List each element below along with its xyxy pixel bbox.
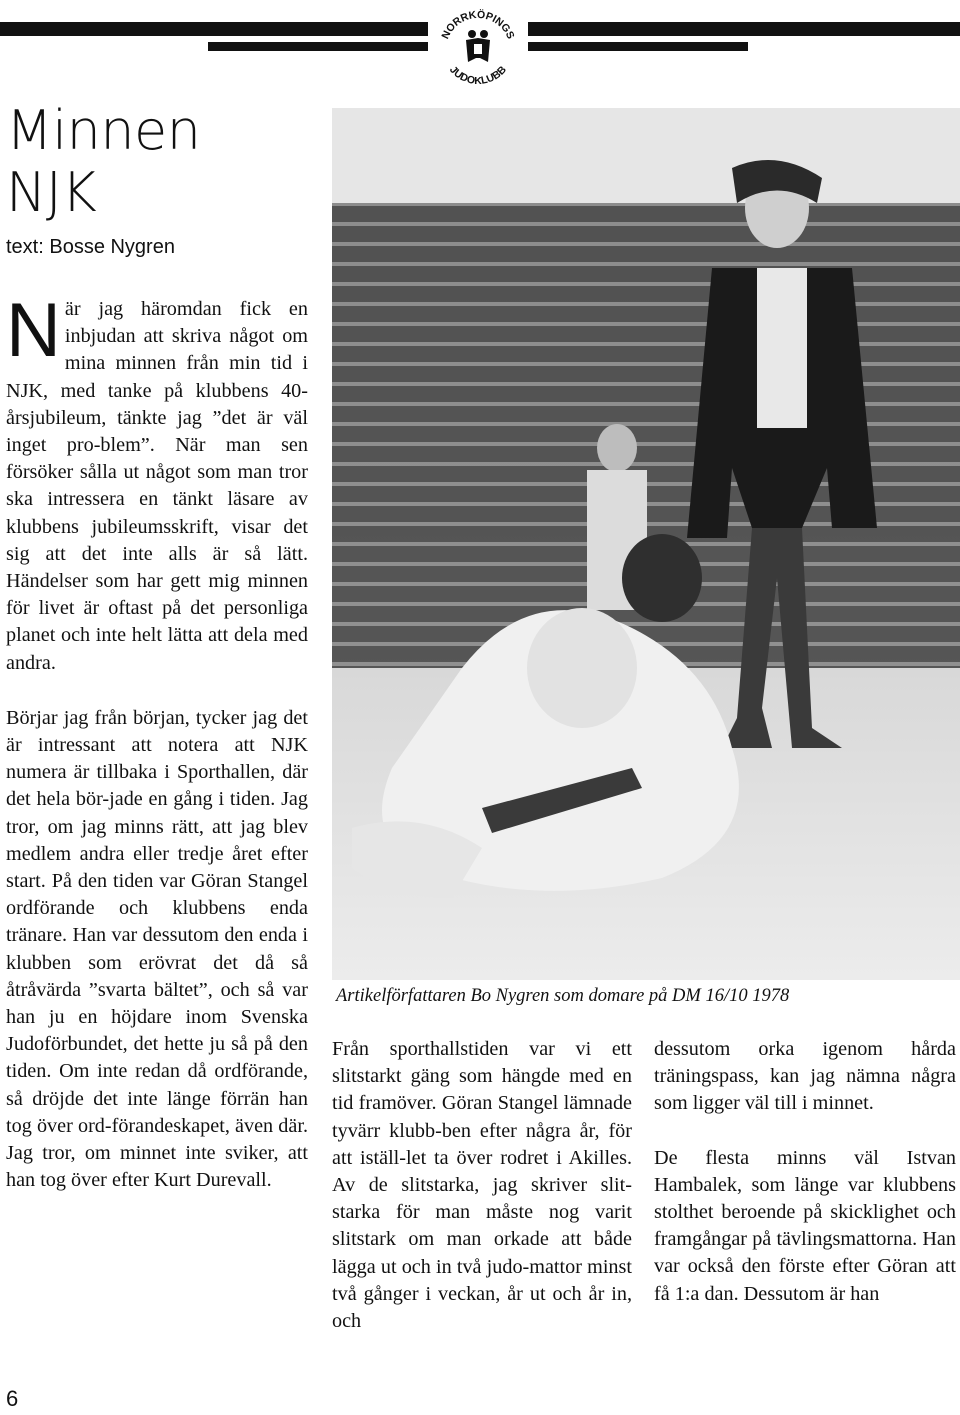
header-rule-right-top	[528, 22, 960, 36]
paragraph-hambalek: De flesta minns väl Istvan Hambalek, som länge var klubbens stolthet beroende på skicklighet och framgångar på tävlingsmattorna. Han var också den förste efter Göran att få 1:a dan. Dessutom är han	[654, 1146, 956, 1305]
judo-figures-icon	[466, 30, 490, 62]
article-title	[6, 100, 326, 224]
svg-text:NORRKÖPINGS	[439, 8, 516, 41]
logo-bottom-text: JUDOKLUBB	[447, 63, 509, 88]
page-number: 6	[6, 1386, 19, 1411]
paragraph-beginning: Börjar jag från början, tycker jag det är intressant att notera att NJK numera är tillbaka i Sporthallen, där det hela bör-jade en gång i tiden. Jag tror, om jag minns rätt, att jag blev medlem andra eller tredje året efter start. På den tiden var Göran Stangel ordförande och klubbens enda tränare. Han var dessutom den enda i klubben som erövrat det då så åtråvärda ”svarta bältet”, och så var han ju en höjdare inom Svenska Judoförbundet, det hette ju så på den tiden. Om inte redan då ordförande, så dröjde det inte länge förrän han tog över ord-förandeskapet, även där. Jag tror, om minnet inte sviker, att han tog över efter Kurt Durevall.	[6, 706, 308, 1192]
header-rule-right-bottom	[528, 42, 748, 51]
header-rule-left-bottom	[208, 42, 428, 51]
article-column-2	[332, 1036, 632, 1335]
article-column-3	[654, 1036, 956, 1308]
byline: text: Bosse Nygren	[6, 236, 175, 258]
title-line-1: Minnen	[6, 99, 201, 162]
paragraph-intro-text: är jag häromdan fick en inbjudan att skriva något om mina minnen från min tid i NJK, med tanke på klubbens 40-årsjubileum, tänkte jag ”det är väl inget pro-blem”. När man sen försöker sålla ut något som man tror ska intressera en tänkt läsare av klubbens jubileumsskrift, visar det sig att det inte alls är så lätt. Händelser som har gett mig minnen för livet är oftast på det personliga planet och inte helt lätta att dela med andra.	[6, 298, 308, 674]
article-column-1	[6, 288, 308, 1195]
paragraph-intro	[6, 288, 308, 677]
header-rule-left-top	[0, 22, 428, 36]
paragraph-sporthall: Från sporthallstiden var vi ett slitstarkt gäng som hängde med en tid framöver. Göran Stangel lämnade tyvärr klubb-ben efter några år, för att iställ-let ta över rodret i Akilles. Av de slitstarka, jag skriver slit-starka för man måste nog varit slitstark om man orkade att både lägga ut och in två judo-mattor minst två gånger i veckan, år ut och år in, och	[332, 1038, 632, 1333]
drop-cap: N	[6, 288, 61, 373]
logo-top-text: NORRKÖPINGS	[439, 8, 517, 41]
photo-caption: Artikelförfattaren Bo Nygren som domare på DM 16/10 1978	[336, 986, 790, 1006]
club-logo	[428, 0, 528, 90]
paragraph-training: dessutom orka igenom hårda träningspass, kan jag nämna några som ligger väl till i minnet.	[654, 1038, 956, 1115]
svg-text:JUDOKLUBB	[447, 64, 509, 87]
article-photo	[332, 108, 960, 980]
title-line-2: NJK	[6, 161, 97, 224]
